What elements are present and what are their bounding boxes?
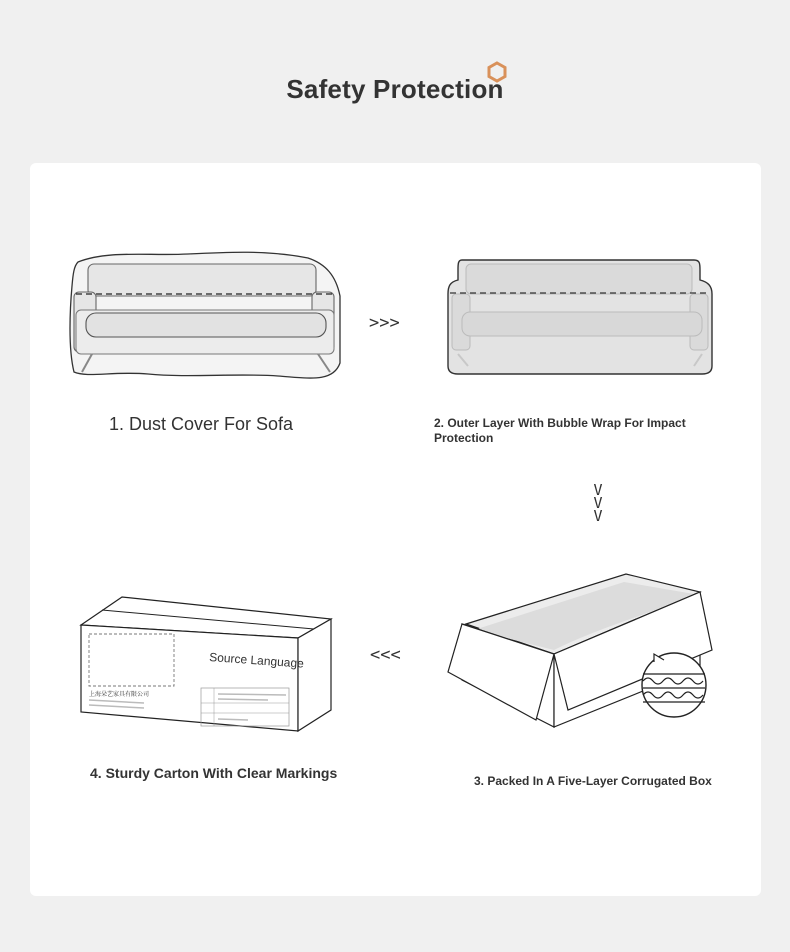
hexagon-icon [486,61,508,83]
step-2-caption: 2. Outer Layer With Bubble Wrap For Impact Protection [434,416,686,445]
arrow-down-chevron: V [593,494,603,512]
sofa-dust-cover-icon [68,248,343,383]
step-4-caption: 4. Sturdy Carton With Clear Markings [90,765,338,781]
arrow-down-chevron: V [593,481,603,499]
arrow-left: <<< [370,645,401,665]
step-1-caption: 1. Dust Cover For Sofa [109,414,294,434]
carton-sender-line: 上海朵艺家具有限公司 [89,691,150,698]
sealed-carton-icon [78,594,334,734]
step-3-caption: 3. Packed In A Five-Layer Corrugated Box [474,774,712,788]
arrow-right: >>> [369,313,400,333]
page-title: Safety Protection [286,74,504,104]
carton-label-text: Source Language [208,650,305,671]
sofa-bubble-wrap-icon [444,254,716,378]
arrow-down-chevron: V [593,507,603,525]
open-carton-icon [444,570,716,732]
arrow-down [588,481,608,525]
